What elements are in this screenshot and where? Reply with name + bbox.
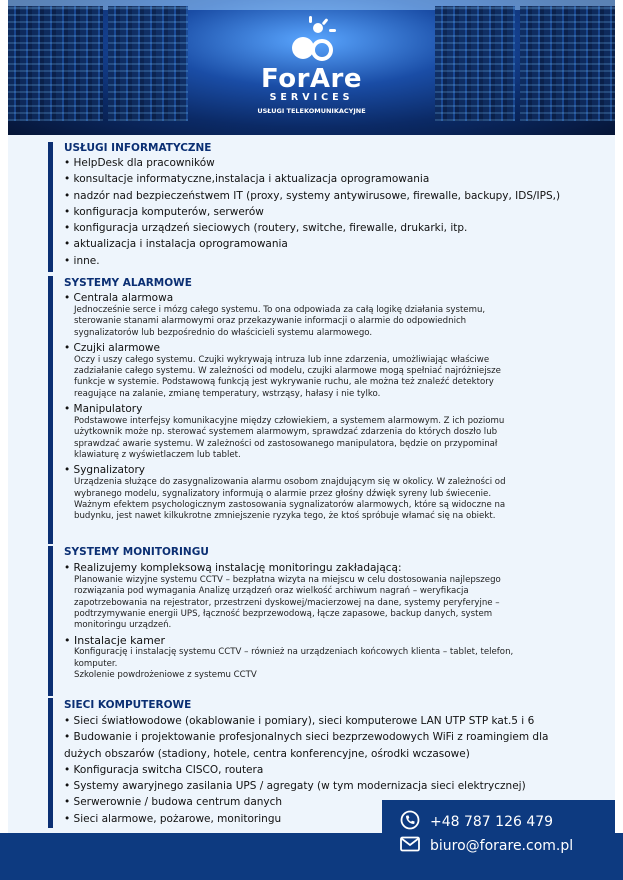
desc-line: zadziałanie całego systemu. W zależności od modelu, czujki alarmowe mogą spełniać najróżniejsze	[74, 366, 501, 377]
desc-line: rozwiązania pod wymagania Analizę urządzeń oraz wielkość archiwum nagrań – weryfikacja	[74, 586, 469, 597]
desc-line: Szkolenie powdrożeniowe z systemu CCTV	[74, 670, 257, 681]
desc-line: zapotrzebowania na rejestrator, przestrzeni dyskowej/macierzowej na dane, systemy peryferyjne –	[74, 597, 500, 608]
contact-email[interactable]	[400, 836, 573, 856]
desc-line: Konfigurację i instalację systemu CCTV – również na urządzeniach końcowych klienta – tablet, telefon,	[74, 647, 514, 658]
section-alarm	[64, 277, 604, 525]
desc-line: Urządzenia służące do zasygnalizowania alarmu osobom znajdującym się w okolicy. W zależności od	[74, 477, 506, 488]
list-item: • konsultacje informatyczne,instalacja i aktualizacja oprogramowania	[64, 173, 430, 186]
desc-line: Podstawowe interfejsy komunikacyjne między człowiekiem, a systemem alarmowym. Z ich poziomu	[74, 416, 505, 427]
list-item: • Serwerownie / budowa centrum danych	[64, 796, 283, 809]
monitoring-item-desc	[64, 575, 604, 631]
brand-sub: SERVICES	[269, 92, 354, 103]
logo	[8, 14, 615, 115]
brand-name: ForAre	[261, 64, 362, 94]
accent-bar-alarm	[48, 276, 53, 544]
desc-line: Oczy i uszy całego systemu. Czujki wykrywają intruza lub inne zdarzenia, umożliwiając właściwe	[74, 354, 490, 365]
list-item: • Systemy awaryjnego zasilania UPS / agregaty (w tym modernizacja sieci elektrycznej)	[64, 780, 526, 793]
desc-line: funkcje w systemie. Podstawową funkcją jest wykrywanie ruchu, ale można też znaleźć detektory	[74, 377, 494, 388]
alarm-item-head: • Sygnalizatory	[64, 464, 146, 477]
section-title-it: USŁUGI INFORMATYCZNE	[64, 142, 212, 154]
desc-line: sterowanie stanami alarmowymi oraz przekazywanie informacji o alarmie do odpowiednich	[74, 316, 467, 327]
section-title-monitoring: SYSTEMY MONITORINGU	[64, 546, 209, 558]
list-item: • Sieci światłowodowe (okablowanie i pomiary), sieci komputerowe LAN UTP STP kat.5 i 6	[64, 715, 535, 727]
alarm-item-head: • Manipulatory	[64, 403, 143, 416]
monitoring-item-desc	[64, 647, 604, 681]
desc-line: klawiaturę z wyświetlaczem lub tablet.	[74, 449, 241, 460]
section-it	[64, 142, 604, 269]
desc-line: podtrzymywanie energii UPS, łączność bezprzewodową, łącze zapasowe, backup danych, system	[74, 608, 493, 619]
envelope-icon	[400, 836, 420, 856]
desc-line: Ważnym efektem psychologicznym zastosowania sygnalizatorów alarmowych, które są widoczne na	[74, 499, 506, 510]
desc-line: reagujące na zalanie, zmianę temperatury, wstrząsy, hałasy i nie tylko.	[74, 388, 381, 399]
desc-line: Planowanie wizyjne systemu CCTV – bezpłatna wizyta na miejscu w celu dostosowania najlepszego	[74, 575, 501, 585]
list-item: • nadzór nad bezpieczeństwem IT (proxy, systemy antywirusowe, firewalle, backupy, IDS/IPS,)	[64, 189, 561, 202]
alarm-item-desc	[64, 416, 604, 461]
email-address[interactable]: biuro@forare.com.pl	[430, 838, 574, 854]
alarm-item-desc	[64, 355, 604, 400]
accent-bar-it	[48, 142, 53, 272]
monitoring-item-head: • Instalacje kamer	[64, 634, 166, 648]
desc-line: budynku, jest nawet kilkukrotne zmniejszenie ryzyka tego, że ktoś spróbuje włamać się na obiekt.	[74, 511, 496, 522]
header-banner	[8, 0, 615, 135]
it-list	[64, 155, 604, 269]
section-title-network: SIECI KOMPUTEROWE	[64, 699, 192, 711]
accent-bar-monitoring	[48, 546, 53, 696]
desc-line: komputer.	[74, 658, 118, 669]
section-monitoring	[64, 546, 604, 681]
list-item: • Sieci alarmowe, pożarowe, monitoringu	[64, 812, 282, 825]
desc-line: wybranego modelu, sygnalizatory informują o alarmie przez głośny dźwięk syreny lub świecenie.	[74, 488, 492, 499]
section-title-alarm: SYSTEMY ALARMOWE	[64, 277, 192, 289]
desc-line: sygnalizatorów lub bezpośrednio do właścicieli systemu alarmowego.	[74, 327, 373, 338]
list-item: • konfiguracja urządzeń sieciowych (routery, switche, firewalle, drukarki, itp.	[64, 222, 468, 235]
logo-icon	[277, 14, 347, 68]
alarm-item-head: • Centrala alarmowa	[64, 292, 174, 304]
alarm-item-head: • Czujki alarmowe	[64, 341, 160, 354]
list-item: • konfiguracja komputerów, serwerów	[64, 205, 264, 218]
monitoring-item-head: • Realizujemy kompleksową instalację monitoringu zakładającą:	[64, 562, 402, 574]
list-item: • Budowanie i projektowanie profesjonalnych sieci bezprzewodowych WiFi z roamingiem dla	[64, 731, 549, 744]
desc-line: sprawdzać awarie systemu. W zależności od zastosowanego manipulatora, będzie on przypominał	[74, 438, 498, 449]
phone-icon	[400, 810, 420, 834]
list-item: • aktualizacja i instalacja oprogramowania	[64, 238, 288, 251]
list-item: • HelpDesk dla pracowników	[64, 157, 215, 169]
contact-box	[382, 800, 615, 880]
desc-line: monitoringu urządzeń.	[74, 620, 172, 631]
accent-bar-network	[48, 698, 53, 828]
list-item: • inne.	[64, 254, 100, 267]
alarm-item-desc	[64, 477, 604, 522]
list-item: • Konfiguracja switcha CISCO, routera	[64, 763, 264, 776]
contact-phone[interactable]	[400, 810, 553, 834]
phone-number[interactable]: +48 787 126 479	[430, 814, 554, 830]
desc-line: użytkownik może np. sterować systemem alarmowym, sprawdzać zdarzenia do których doszło lub	[74, 427, 498, 438]
brand-tagline: USŁUGI TELEKOMUNIKACYJNE	[257, 107, 366, 115]
list-item: dużych obszarów (stadiony, hotele, centra konferencyjne, ośrodki wczasowe)	[64, 747, 470, 760]
desc-line: Jednocześnie serce i mózg całego systemu. To ona odpowiada za całą logikę działania systemu,	[74, 305, 486, 315]
alarm-item-desc	[64, 305, 604, 339]
